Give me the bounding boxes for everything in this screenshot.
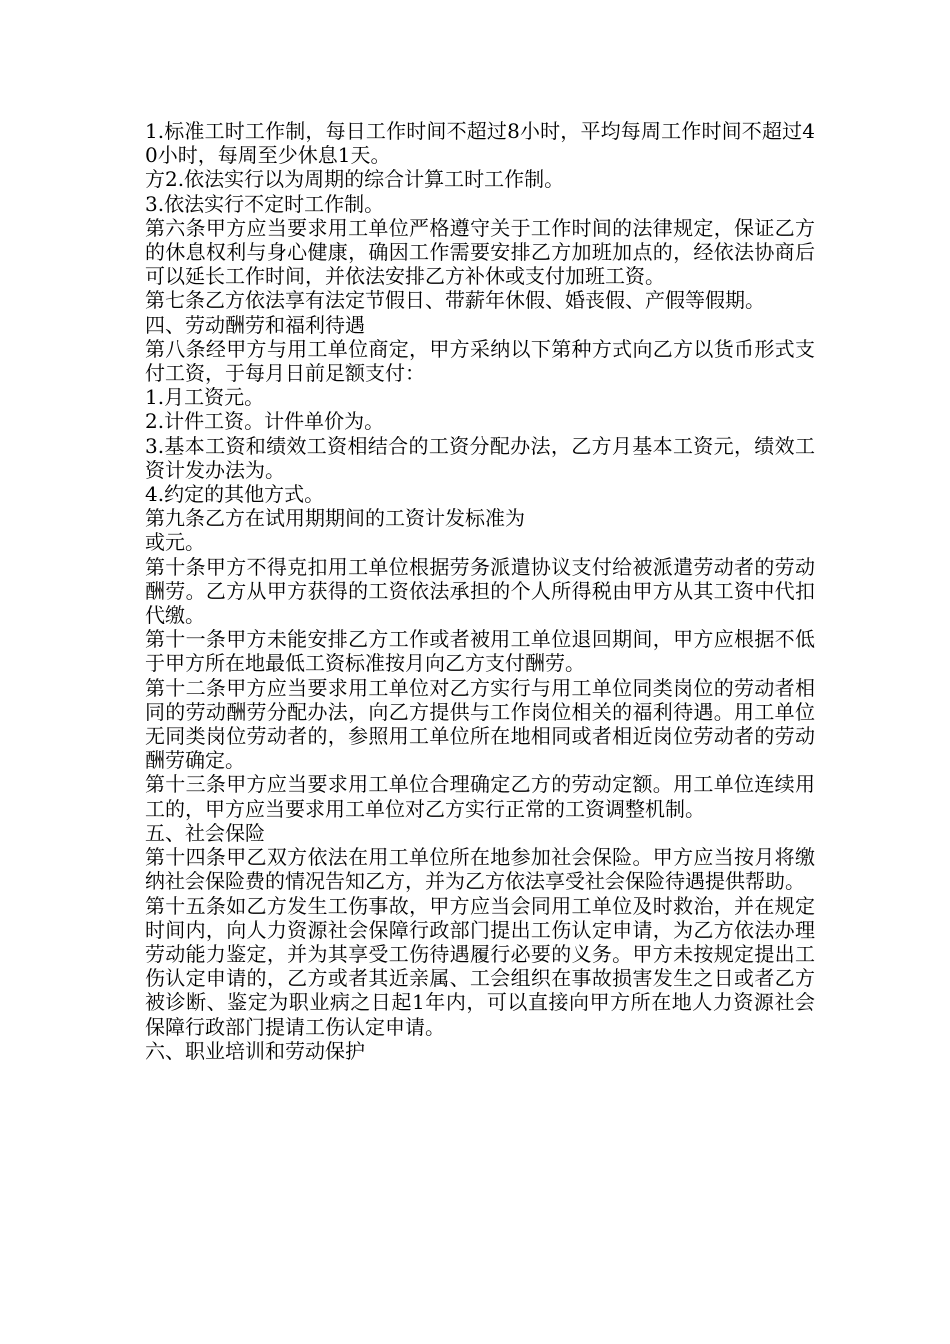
- article-10: 第十条甲方不得克扣用工单位根据劳务派遣协议支付给被派遣劳动者的劳动酬劳。乙方从甲方获得的工资依法承担的个人所得税由甲方从其工资中代扣代缴。: [145, 554, 815, 628]
- article-8: 第八条经甲方与用工单位商定，甲方采纳以下第种方式向乙方以货币形式支付工资，于每月日前足额支付：: [145, 336, 815, 386]
- section-heading-4: 四、劳动酬劳和福利待遇: [145, 312, 365, 337]
- article-9: 第九条乙方在试用期期间的工资计发标准为: [145, 506, 525, 531]
- work-hours-option-2: 方2.依法实行以为周期的综合计算工时工作制。: [145, 167, 565, 192]
- section-heading-6: 六、职业培训和劳动保护: [145, 1038, 365, 1063]
- article-7: 第七条乙方依法享有法定节假日、带薪年休假、婚丧假、产假等假期。: [145, 288, 765, 313]
- article-12: 第十二条甲方应当要求用工单位对乙方实行与用工单位同类岗位的劳动者相同的劳动酬劳分配办法，向乙方提供与工作岗位相关的福利待遇。用工单位无同类岗位劳动者的，参照用工单位所在地相同或者相近岗位劳动者的劳动酬劳确定。: [145, 675, 815, 773]
- article-6: 第六条甲方应当要求用工单位严格遵守关于工作时间的法律规定，保证乙方的休息权利与身心健康，确因工作需要安排乙方加班加点的，经依法协商后可以延长工作时间，并依法安排乙方补休或支付加班工资。: [145, 215, 815, 289]
- pay-option-1: 1.月工资元。: [145, 385, 265, 410]
- article-15: 第十五条如乙方发生工伤事故，甲方应当会同用工单位及时救治，并在规定时间内，向人力资源社会保障行政部门提出工伤认定申请，为乙方依法办理劳动能力鉴定，并为其享受工伤待遇履行必要的义务。甲方未按规定提出工伤认定申请的，乙方或者其近亲属、工会组织在事故损害发生之日或者乙方被诊断、鉴定为职业病之日起1年内，可以直接向甲方所在地人力资源社会保障行政部门提请工伤认定申请。: [145, 893, 815, 1039]
- work-hours-option-3: 3.依法实行不定时工作制。: [145, 191, 385, 216]
- article-14: 第十四条甲乙双方依法在用工单位所在地参加社会保险。甲方应当按月将缴纳社会保险费的情况告知乙方，并为乙方依法享受社会保险待遇提供帮助。: [145, 845, 815, 894]
- pay-option-3: 3.基本工资和绩效工资相结合的工资分配办法，乙方月基本工资元，绩效工资计发办法为。: [145, 433, 815, 482]
- document-page: [145, 119, 815, 1063]
- pay-option-4: 4.约定的其他方式。: [145, 482, 325, 507]
- article-13: 第十三条甲方应当要求用工单位合理确定乙方的劳动定额。用工单位连续用工的，甲方应当要求用工单位对乙方实行正常的工资调整机制。: [145, 772, 815, 821]
- section-heading-5: 五、社会保险: [145, 820, 265, 845]
- article-11: 第十一条甲方未能安排乙方工作或者被用工单位退回期间，甲方应根据不低于甲方所在地最低工资标准按月向乙方支付酬劳。: [145, 627, 815, 676]
- pay-option-2: 2.计件工资。计件单价为。: [145, 409, 385, 434]
- work-hours-option-1: 1.标准工时工作制，每日工作时间不超过8小时，平均每周工作时间不超过40小时，每周至少休息1天。: [145, 119, 815, 168]
- article-9-continued: 或元。: [145, 530, 205, 555]
